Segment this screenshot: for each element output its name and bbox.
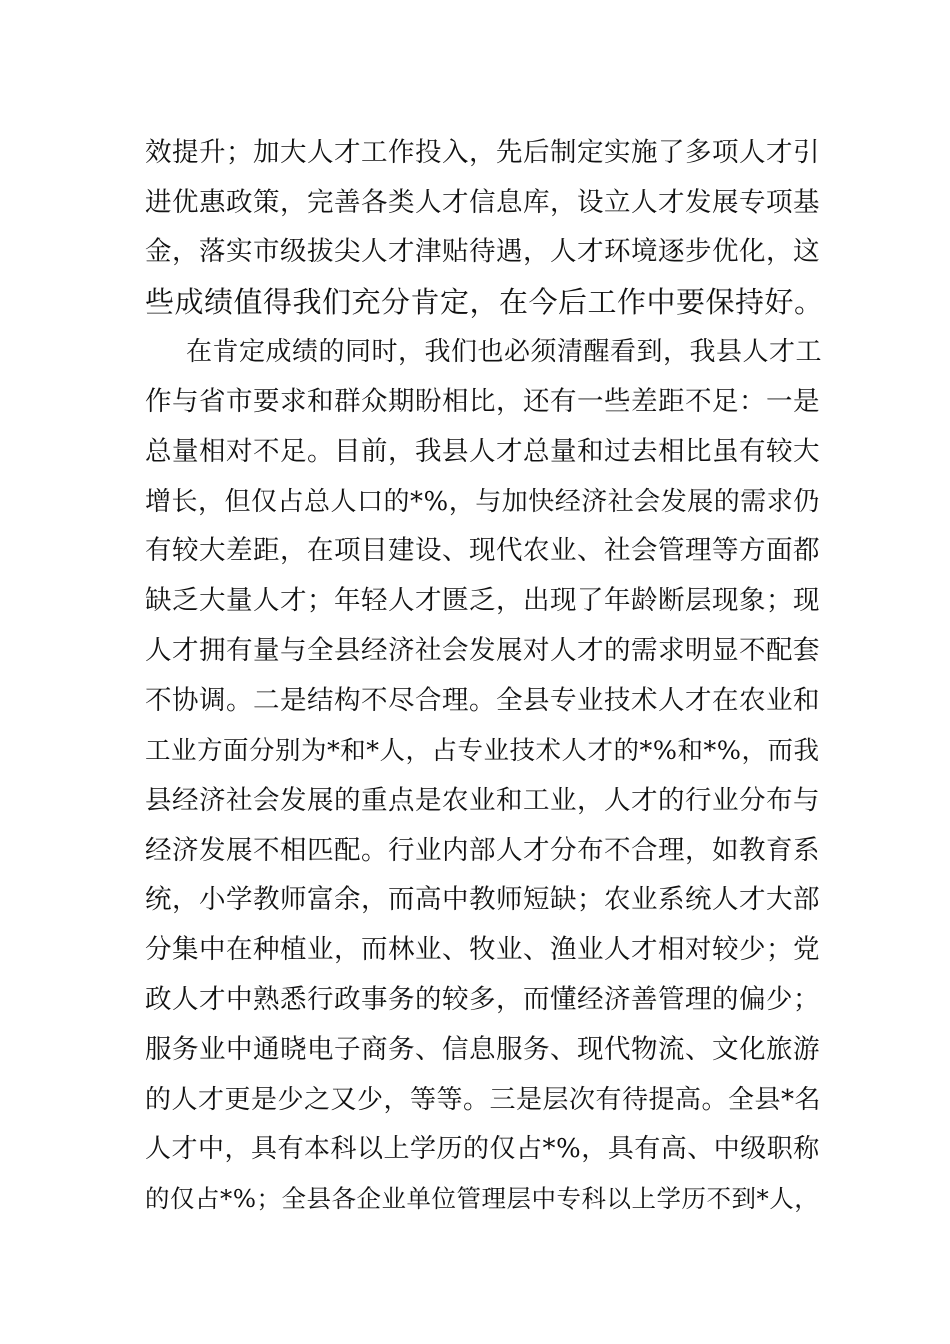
text-line: 的人才更是少之又少，等等。三是层次有待提高。全县*名 xyxy=(145,1085,822,1115)
paragraph-first-line: 在肯定成绩的同时，我们也必须清醒看到，我县人才工 xyxy=(186,337,823,367)
text-line: 总量相对不足。目前，我县人才总量和过去相比虽有较大 xyxy=(145,436,820,467)
text-line: 些成绩值得我们充分肯定，在今后工作中要保持好。 xyxy=(145,285,824,319)
text-line: 服务业中通晓电子商务、信息服务、现代物流、文化旅游 xyxy=(145,1034,820,1065)
text-line: 的仅占*%；全县各企业单位管理层中专科以上学历不到*人， xyxy=(145,1184,820,1213)
text-line: 作与省市要求和群众期盼相比，还有一些差距不足：一是 xyxy=(145,386,820,417)
text-line: 金，落实市级拔尖人才津贴待遇，人才环境逐步优化，这 xyxy=(145,236,820,267)
text-line: 人才中，具有本科以上学历的仅占*%，具有高、中级职称 xyxy=(145,1134,820,1164)
text-line: 不协调。二是结构不尽合理。全县专业技术人才在农业和 xyxy=(145,685,820,716)
text-line: 县经济社会发展的重点是农业和工业，人才的行业分布与 xyxy=(145,785,820,816)
text-line: 人才拥有量与全县经济社会发展对人才的需求明显不配套 xyxy=(145,635,820,666)
text-line: 分集中在种植业，而林业、牧业、渔业人才相对较少；党 xyxy=(145,934,820,965)
text-line: 增长，但仅占总人口的*%，与加快经济社会发展的需求仍 xyxy=(145,487,820,517)
text-line: 政人才中熟悉行政事务的较多，而懂经济善管理的偏少； xyxy=(145,984,820,1015)
text-line: 缺乏大量人才；年轻人才匮乏，出现了年龄断层现象；现 xyxy=(145,585,820,616)
text-line: 效提升；加大人才工作投入，先后制定实施了多项人才引 xyxy=(145,137,820,168)
text-line: 工业方面分别为*和*人，占专业技术人才的*%和*%，而我 xyxy=(145,736,820,766)
text-line: 统，小学教师富余，而高中教师短缺；农业系统人才大部 xyxy=(145,884,820,915)
text-line: 有较大差距，在项目建设、现代农业、社会管理等方面都 xyxy=(145,535,820,566)
text-line: 经济发展不相匹配。行业内部人才分布不合理，如教育系 xyxy=(145,835,820,866)
text-line: 进优惠政策，完善各类人才信息库，设立人才发展专项基 xyxy=(145,187,820,218)
